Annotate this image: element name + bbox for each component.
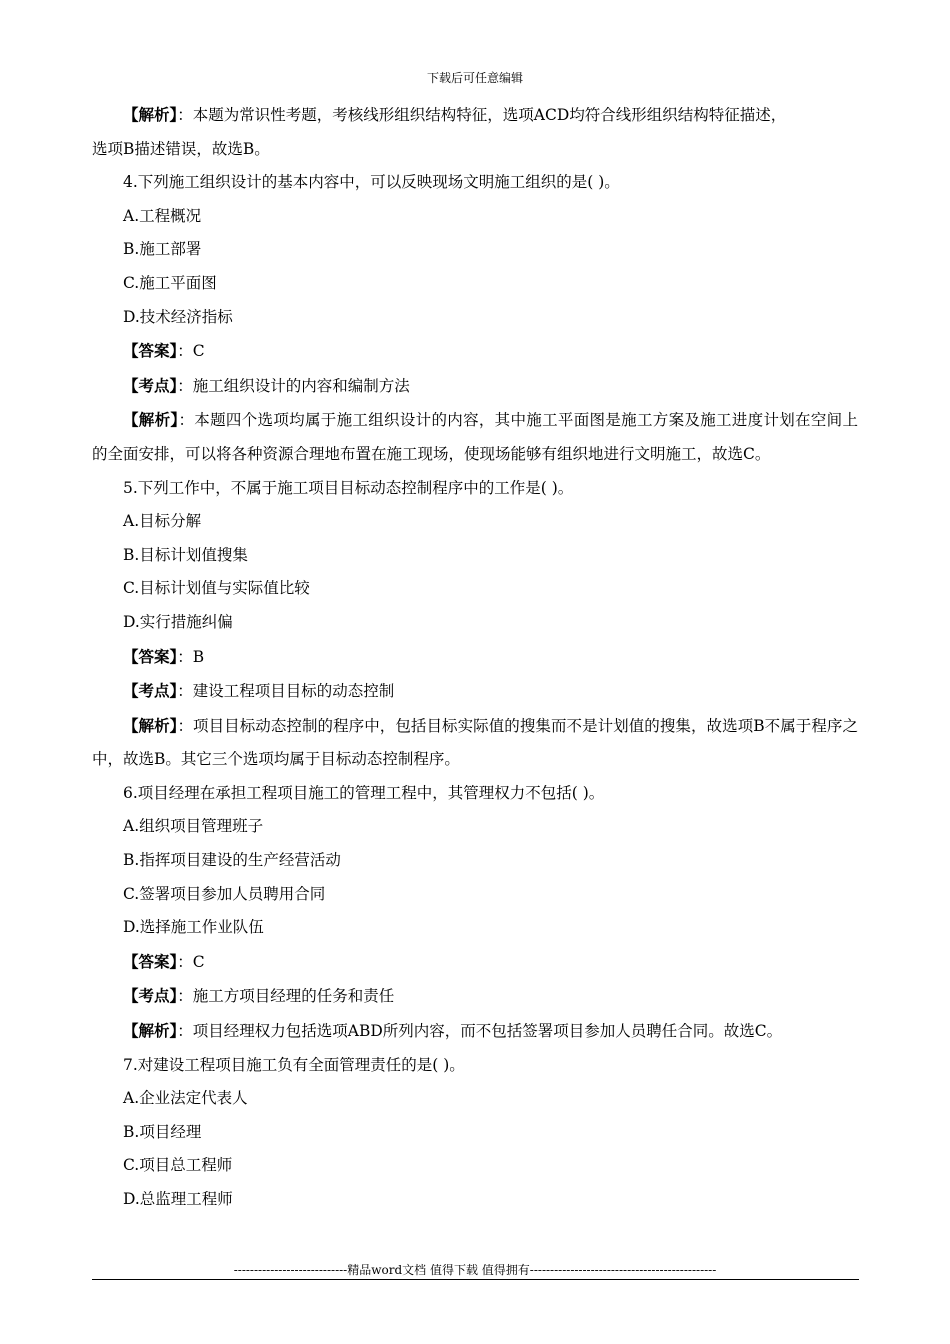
paragraph-label: 【答案】 bbox=[123, 646, 178, 666]
paragraph-text: 6.项目经理在承担工程项目施工的管理工程中，其管理权力不包括( )。 bbox=[123, 783, 605, 802]
paragraph bbox=[92, 844, 858, 878]
paragraph bbox=[92, 233, 858, 267]
paragraph bbox=[92, 267, 858, 301]
labeled-paragraph bbox=[92, 979, 858, 1014]
paragraph-text: A.目标分解 bbox=[123, 512, 202, 531]
labeled-paragraph bbox=[92, 334, 858, 369]
paragraph-text: A.工程概况 bbox=[123, 206, 202, 225]
paragraph bbox=[92, 1082, 858, 1116]
paragraph bbox=[92, 606, 858, 640]
paragraph-text: D.选择施工作业队伍 bbox=[123, 918, 264, 937]
paragraph-label: 【考点】 bbox=[123, 986, 178, 1006]
paragraph-text: ：C bbox=[177, 952, 205, 971]
paragraph bbox=[92, 1116, 858, 1150]
paragraph-text: ：本题为常识性考题，考核线形组织结构特征，选项ACD均符合线形组织结构特征描述， bbox=[177, 106, 787, 124]
paragraph bbox=[92, 777, 858, 811]
paragraph-text: ：项目经理权力包括选项ABD所列内容，而不包括签署项目参加人员聘任合同。故选C。 bbox=[177, 1022, 783, 1041]
paragraph bbox=[92, 878, 858, 912]
paragraph-label: 【答案】 bbox=[123, 951, 178, 971]
labeled-paragraph bbox=[92, 1014, 858, 1049]
paragraph-label: 【考点】 bbox=[123, 375, 178, 395]
paragraph-text: 选项B描述错误，故选B。 bbox=[92, 139, 270, 158]
paragraph-text: ：B bbox=[177, 647, 205, 666]
paragraph bbox=[92, 810, 858, 844]
paragraph-text: B.项目经理 bbox=[123, 1122, 202, 1141]
paragraph-text: 5.下列工作中，不属于施工项目目标动态控制程序中的工作是( )。 bbox=[123, 478, 574, 497]
paragraph-text: C.施工平面图 bbox=[123, 273, 217, 292]
paragraph-label: 【考点】 bbox=[123, 681, 178, 701]
paragraph-label: 【解析】 bbox=[123, 1021, 178, 1041]
paragraph bbox=[92, 301, 858, 335]
document-body bbox=[92, 98, 858, 1217]
paragraph-text: ：C bbox=[177, 342, 205, 361]
labeled-paragraph bbox=[92, 403, 858, 471]
paragraph-text: A.组织项目管理班子 bbox=[123, 817, 264, 836]
page-header: 下载后可任意编辑 bbox=[426, 71, 523, 85]
paragraph-label: 【解析】 bbox=[123, 715, 178, 735]
paragraph-text: B.目标计划值搜集 bbox=[123, 545, 248, 564]
paragraph-text: ：项目目标动态控制的程序中，包括目标实际值的搜集而不是计划值的搜集，故选项B不属于程序之中，故选B。其它三个选项均属于目标动态控制程序。 bbox=[92, 716, 858, 769]
labeled-paragraph bbox=[92, 369, 858, 404]
labeled-paragraph bbox=[92, 709, 858, 777]
paragraph-text: D.技术经济指标 bbox=[123, 307, 233, 326]
continuation-line bbox=[92, 133, 858, 167]
page-footer: ----------------------------精品word文档 值得下载 值得拥有---------------------------------------------- bbox=[233, 1263, 717, 1277]
paragraph bbox=[92, 472, 858, 506]
footer-rule bbox=[92, 1279, 859, 1280]
paragraph bbox=[92, 166, 858, 200]
paragraph bbox=[92, 505, 858, 539]
paragraph-text: 7.对建设工程项目施工负有全面管理责任的是( )。 bbox=[123, 1055, 465, 1074]
paragraph-text: ：本题四个选项均属于施工组织设计的内容，其中施工平面图是施工方案及施工进度计划在空间上的全面安排，可以将各种资源合理地布置在施工现场，使现场能够有组织地进行文明施工，故选C。 bbox=[92, 411, 858, 463]
paragraph bbox=[92, 911, 858, 945]
paragraph-label: 【答案】 bbox=[123, 341, 178, 361]
paragraph bbox=[92, 1183, 858, 1217]
paragraph-text: ：施工组织设计的内容和编制方法 bbox=[177, 376, 410, 395]
paragraph-label: 【解析】 bbox=[123, 410, 179, 430]
labeled-paragraph bbox=[92, 98, 858, 133]
labeled-paragraph bbox=[92, 945, 858, 980]
paragraph bbox=[92, 1149, 858, 1183]
labeled-paragraph bbox=[92, 640, 858, 675]
paragraph-text: C.目标计划值与实际值比较 bbox=[123, 579, 310, 598]
paragraph-text: ：建设工程项目目标的动态控制 bbox=[177, 682, 395, 701]
paragraph-label: 【解析】 bbox=[123, 105, 178, 124]
paragraph-text: ：施工方项目经理的任务和责任 bbox=[177, 987, 395, 1006]
paragraph-text: C.项目总工程师 bbox=[123, 1156, 233, 1175]
paragraph-text: A.企业法定代表人 bbox=[123, 1089, 248, 1108]
paragraph bbox=[92, 572, 858, 606]
paragraph bbox=[92, 539, 858, 573]
paragraph bbox=[92, 1049, 858, 1083]
labeled-paragraph bbox=[92, 674, 858, 709]
paragraph-text: D.实行措施纠偏 bbox=[123, 612, 233, 631]
paragraph-text: D.总监理工程师 bbox=[123, 1190, 233, 1208]
paragraph-text: B.施工部署 bbox=[123, 240, 202, 259]
paragraph bbox=[92, 200, 858, 234]
paragraph-text: C.签署项目参加人员聘用合同 bbox=[123, 884, 326, 903]
paragraph-text: 4.下列施工组织设计的基本内容中，可以反映现场文明施工组织的是( )。 bbox=[123, 173, 620, 192]
paragraph-text: B.指挥项目建设的生产经营活动 bbox=[123, 851, 341, 870]
